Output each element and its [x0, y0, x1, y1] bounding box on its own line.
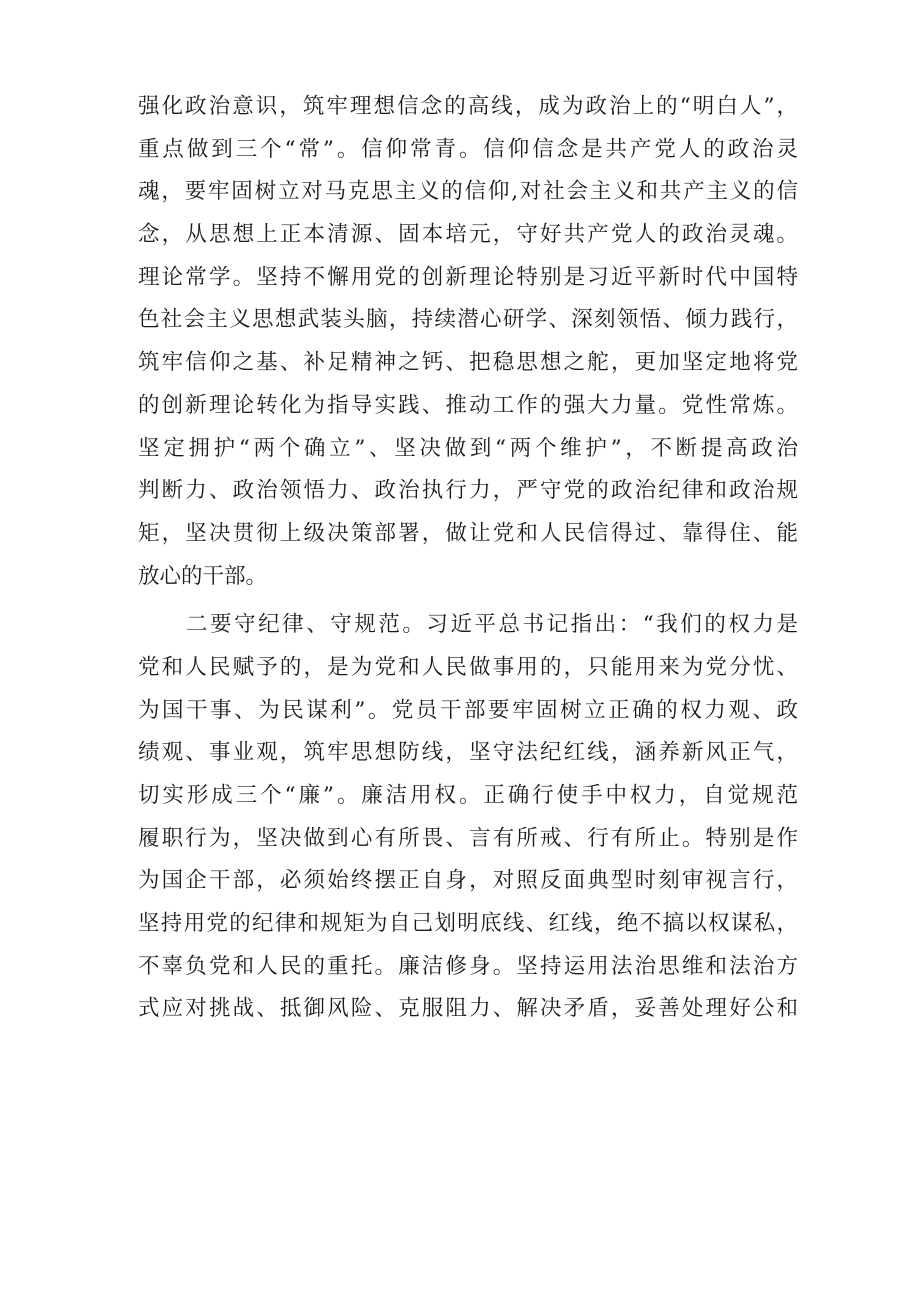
text-line: 理论常学。坚持不懈用党的创新理论特别是习近平新时代中国特 [138, 264, 798, 290]
text-line: 不辜负党和人民的重托。廉洁修身。坚持运用法治思维和法治方 [138, 953, 798, 979]
text-line: 为国企干部，必须始终摆正自身，对照反面典型时刻审视言行， [138, 868, 798, 894]
text-line: 切实形成三个“廉”。廉洁用权。正确行使手中权力，自觉规范 [138, 783, 798, 808]
paragraph-discipline [138, 604, 798, 1031]
text-line: 念，从思想上正本清源、固本培元，守好共产党人的政治灵魂。 [138, 222, 798, 248]
text-line: 筑牢信仰之基、补足精神之钙、把稳思想之舵，更加坚定地将党 [138, 350, 798, 376]
text-line: 坚持用党的纪律和规矩为自己划明底线、红线，绝不搞以权谋私， [138, 911, 798, 937]
text-line: 履职行为，坚决做到心有所畏、言有所戒、行有所止。特别是作 [138, 825, 798, 851]
paragraph-party-spirit [138, 86, 798, 598]
text-line: 坚定拥护“两个确立”、坚决做到“两个维护”，不断提高政治 [138, 435, 798, 461]
text-line: 强化政治意识，筑牢理想信念的高线，成为政治上的“明白人”， [138, 94, 798, 119]
text-line: 放心的干部。 [138, 563, 268, 589]
text-line: 判断力、政治领悟力、政治执行力，严守党的政治纪律和政治规 [138, 478, 798, 504]
text-line: 式应对挑战、抵御风险、克服阻力、解决矛盾，妥善处理好公和 [138, 996, 798, 1022]
text-line: 魂，要牢固树立对马克思主义的信仰,对社会主义和共产主义的信 [138, 179, 798, 205]
text-line: 绩观、事业观，筑牢思想防线，坚守法纪红线，涵养新风正气， [138, 740, 798, 766]
text-line: 二要守纪律、守规范。习近平总书记指出：“我们的权力是 [186, 612, 798, 638]
text-line: 党和人民赋予的，是为党和人民做事用的，只能用来为党分忧、 [138, 654, 798, 680]
text-line: 的创新理论转化为指导实践、推动工作的强大力量。党性常炼。 [138, 392, 798, 418]
text-line: 重点做到三个“常”。信仰常青。信仰信念是共产党人的政治灵 [138, 136, 798, 162]
document-body [138, 86, 798, 1031]
text-line: 矩，坚决贯彻上级决策部署，做让党和人民信得过、靠得住、能 [138, 520, 798, 546]
text-line: 为国干事、为民谋利”。党员干部要牢固树立正确的权力观、政 [138, 697, 798, 723]
text-line: 色社会主义思想武装头脑，持续潜心研学、深刻领悟、倾力践行， [138, 307, 798, 333]
